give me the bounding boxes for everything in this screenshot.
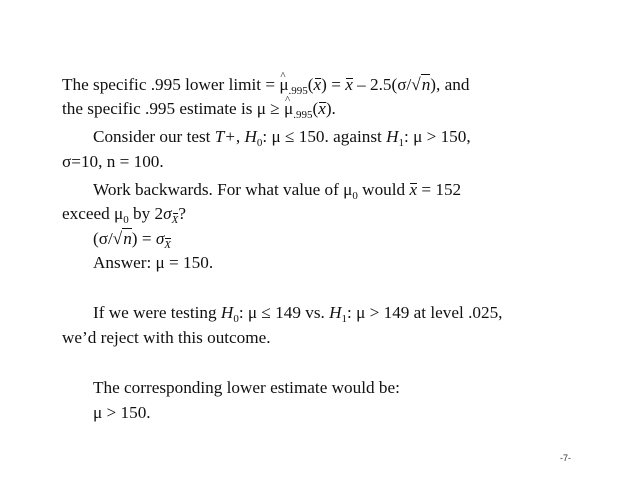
text-segment: ) = [131,229,156,248]
consider-test-line [93,127,471,149]
text-segment: ). [325,99,336,118]
parameters-line [62,152,164,172]
hypothesis-symbol: H [386,127,399,146]
text-segment: , [235,127,245,146]
text-segment: ? [178,204,186,223]
xbar-subscript [164,235,171,255]
subscript: 0 [233,313,239,325]
sigma-relation-line [93,228,171,251]
hypothesis-symbol: H [329,303,342,322]
subscript: 0 [256,137,263,149]
testing-149-line [93,303,502,325]
xbar-symbol [318,99,326,119]
sigma-symbol: σ [163,204,172,223]
text-segment: ( [307,75,314,94]
x-symbol: X [171,214,179,226]
xbar-symbol [409,180,417,200]
x-symbol: x [345,75,353,94]
text-segment: (σ/ [93,229,113,248]
text-segment: we’d reject with this outcome. [62,328,271,347]
reject-line [62,328,271,348]
text-segment: would [357,180,410,199]
text-segment: by 2 [128,204,164,223]
x-symbol: X [164,239,172,251]
text-segment: If we were testing [93,303,221,322]
text-segment: μ > 150. [93,403,151,422]
text-segment: : μ ≤ 150. against [262,127,387,146]
radicand-n: n [123,229,132,248]
page-number: -7- [560,453,571,463]
xbar-symbol [314,75,322,95]
sqrt-symbol: √ [411,75,421,94]
lower-limit-line [62,74,469,97]
answer-line [93,253,213,273]
mu-symbol: μ [279,75,289,94]
text-segment: the specific .995 estimate is μ ≥ [62,99,284,118]
subscript: 0 [123,214,129,226]
sigma-xbar-symbol [155,229,172,251]
x-symbol: x [313,75,322,94]
text-segment: The corresponding lower estimate would be: [93,378,400,397]
subscript: .995 [288,85,308,97]
x-symbol: x [318,99,326,118]
text-segment: ) = [321,75,346,94]
sigma-xbar-symbol [163,204,179,226]
text-segment: exceed μ [62,204,124,223]
xbar-subscript [172,210,179,230]
x-symbol: x [409,180,418,199]
text-segment: – 2.5(σ/ [352,75,412,94]
subscript: 1 [341,313,348,325]
text-segment: Consider our test [93,127,215,146]
subscript: 0 [352,190,358,202]
work-backwards-line [93,180,461,202]
text-segment: = 152 [417,180,462,199]
mu-hat-symbol [284,99,293,119]
estimate-line [62,99,336,121]
text-segment: : μ > 150, [404,127,471,146]
hypothesis-symbol: H [244,127,257,146]
sqrt-symbol: √ [112,229,123,248]
text-segment: Answer: μ = 150. [93,253,214,272]
lower-estimate-intro-line [93,378,400,398]
hypothesis-symbol: H [220,303,234,322]
text-segment: Work backwards. For what value of μ [93,180,353,199]
mu-symbol: μ [283,99,294,118]
subscript: .995 [293,109,313,121]
subscript: 1 [398,137,405,149]
text-segment: ( [312,99,319,118]
text-segment: ), and [430,75,470,94]
text-segment: : μ > 149 at level .025, [347,303,503,322]
text-segment: The specific .995 lower limit = [62,75,280,94]
text-segment: : μ ≤ 149 vs. [238,303,330,322]
text-segment: σ=10, n = 100. [62,152,164,171]
exceed-line [62,204,186,226]
sigma-symbol: σ [155,229,165,248]
lower-estimate-line [93,403,151,423]
xbar-symbol [345,75,353,95]
radicand-n: n [421,75,431,94]
test-name: T+ [214,127,236,146]
